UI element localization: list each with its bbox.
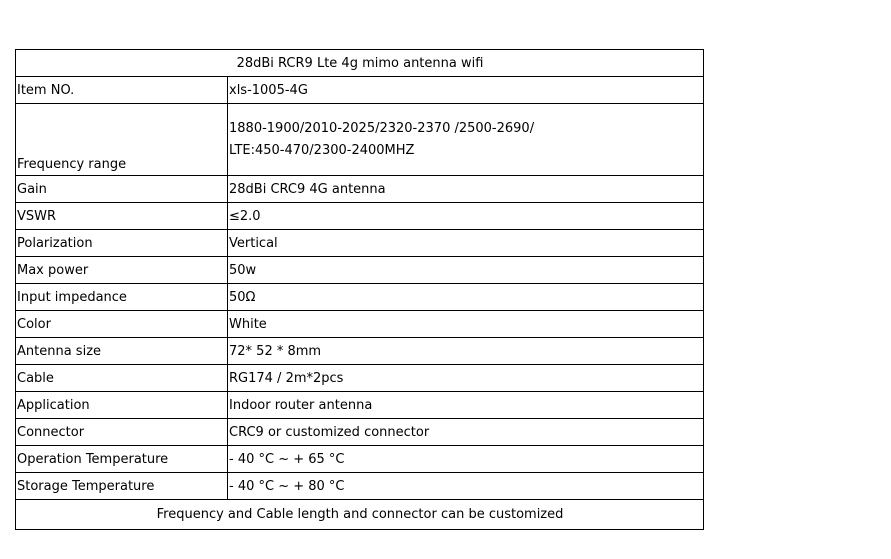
- row-value: CRC9 or customized connector: [228, 419, 704, 446]
- table-row: [16, 419, 704, 446]
- row-label: Application: [16, 392, 228, 419]
- table-row: [16, 77, 704, 104]
- row-label: Connector: [16, 419, 228, 446]
- table-row: [16, 338, 704, 365]
- row-value: xls-1005-4G: [228, 77, 704, 104]
- table-row: [16, 203, 704, 230]
- table-row: [16, 230, 704, 257]
- row-value: White: [228, 311, 704, 338]
- table-footer-note: Frequency and Cable length and connector can be customized: [16, 500, 704, 530]
- row-label: Antenna size: [16, 338, 228, 365]
- row-value: 28dBi CRC9 4G antenna: [228, 176, 704, 203]
- table-footer-row: [16, 500, 704, 530]
- table-row: [16, 284, 704, 311]
- row-value: Indoor router antenna: [228, 392, 704, 419]
- row-label: Storage Temperature: [16, 473, 228, 500]
- table-row: [16, 473, 704, 500]
- row-label: Polarization: [16, 230, 228, 257]
- table-row: [16, 176, 704, 203]
- table-title-row: [16, 50, 704, 77]
- row-label: Cable: [16, 365, 228, 392]
- row-value: - 40 °C ~ + 65 °C: [228, 446, 704, 473]
- row-label: Max power: [16, 257, 228, 284]
- table-row: [16, 392, 704, 419]
- row-value: [228, 104, 704, 176]
- row-value: 72* 52 * 8mm: [228, 338, 704, 365]
- spec-table: [15, 49, 704, 530]
- row-label: Frequency range: [16, 104, 228, 176]
- row-label: Gain: [16, 176, 228, 203]
- row-label: Item NO.: [16, 77, 228, 104]
- frequency-line-2: LTE:450-470/2300-2400MHZ: [229, 143, 415, 158]
- table-row: [16, 311, 704, 338]
- row-label: Operation Temperature: [16, 446, 228, 473]
- row-label: VSWR: [16, 203, 228, 230]
- row-value: RG174 / 2m*2pcs: [228, 365, 704, 392]
- table-row: [16, 446, 704, 473]
- table-row: [16, 104, 704, 176]
- table-row: [16, 257, 704, 284]
- row-value: 50w: [228, 257, 704, 284]
- row-value: 50Ω: [228, 284, 704, 311]
- row-value: Vertical: [228, 230, 704, 257]
- row-label: Input impedance: [16, 284, 228, 311]
- row-value: ≤2.0: [228, 203, 704, 230]
- row-value: - 40 °C ~ + 80 °C: [228, 473, 704, 500]
- table-title: 28dBi RCR9 Lte 4g mimo antenna wifi: [16, 50, 704, 77]
- row-label: Color: [16, 311, 228, 338]
- frequency-line-1: 1880-1900/2010-2025/2320-2370 /2500-2690/: [229, 121, 535, 136]
- table-row: [16, 365, 704, 392]
